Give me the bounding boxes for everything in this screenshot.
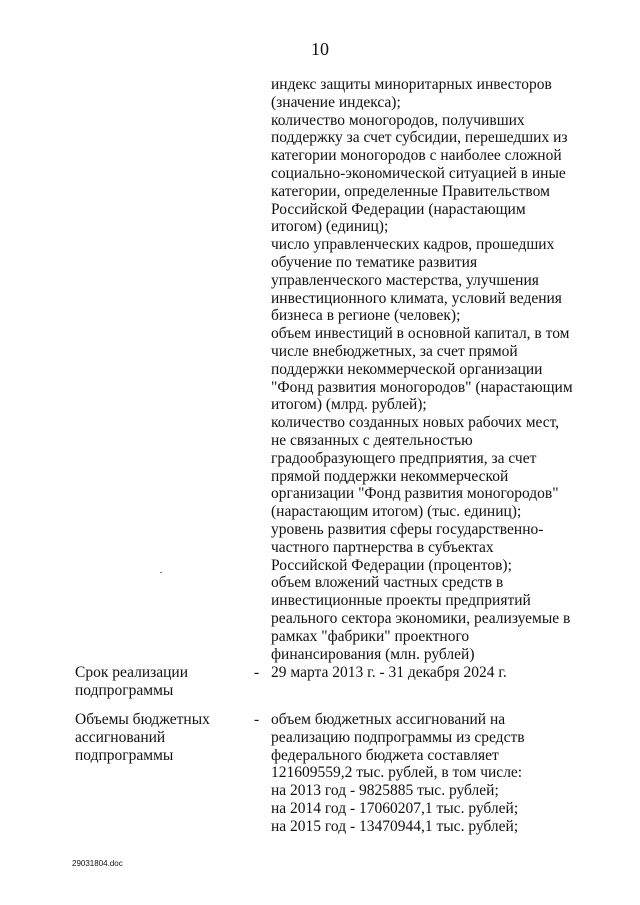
document-filename: 29031804.doc	[72, 859, 123, 868]
period-label-line: Срок реализации	[75, 664, 188, 681]
indicator-line: итогом) (млрд. рублей);	[271, 396, 427, 414]
budget-label	[75, 711, 210, 764]
budget-value-line: реализацию подпрограммы из средств	[271, 728, 525, 746]
indicator-line: градообразующего предприятия, за счет	[271, 449, 537, 467]
period-label	[75, 664, 188, 700]
indicator-line: поддержки некоммерческой организации	[271, 360, 543, 378]
indicator-line: финансирования (млн. рублей)	[271, 645, 475, 663]
indicator-line: Российской Федерации (нарастающим	[271, 200, 526, 218]
indicator-line: (значение индекса);	[271, 93, 401, 111]
indicator-line: управленческого мастерства, улучшения	[271, 271, 539, 289]
budget-value-line: 121609559,2 тыс. рублей, в том числе:	[271, 764, 523, 782]
period-dash: -	[254, 664, 260, 681]
budget-label-line: ассигнований	[75, 728, 166, 746]
indicator-line: обучение по тематике развития	[271, 253, 478, 271]
period-label-line: подпрограммы	[75, 681, 174, 699]
indicator-line: категории моногородов с наиболее сложной	[271, 147, 562, 165]
indicator-line: инвестиционные проекты предприятий	[271, 592, 531, 610]
budget-value	[271, 711, 525, 836]
budget-value-line: на 2015 год - 13470944,1 тыс. рублей;	[271, 817, 519, 835]
indicator-line: число управленческих кадров, прошедших	[271, 236, 555, 254]
indicator-line: не связанных с деятельностью	[271, 431, 473, 449]
budget-dash: -	[254, 711, 260, 728]
indicator-line: объем вложений частных средств в	[271, 574, 504, 592]
indicator-line: реального сектора экономики, реализуемые в	[271, 609, 571, 627]
page-number: 10	[311, 39, 329, 59]
indicator-line: частного партнерства в субъектах	[271, 538, 494, 556]
indicator-line: рамках "фабрики" проектного	[271, 627, 470, 645]
indicator-line: индекс защиты миноритарных инвесторов	[271, 76, 552, 93]
budget-value-line: объем бюджетных ассигнований на	[271, 711, 506, 728]
indicator-line: категории, определенные Правительством	[271, 182, 550, 200]
indicator-line: уровень развития сферы государственно-	[271, 520, 544, 538]
indicator-line: организации "Фонд развития моногородов"	[271, 485, 559, 503]
budget-value-line: федерального бюджета составляет	[271, 746, 499, 764]
period-value: 29 марта 2013 г. - 31 декабря 2024 г.	[271, 664, 507, 681]
indicator-line: (нарастающим итогом) (тыс. единиц);	[271, 503, 522, 521]
indicators-list	[271, 76, 591, 663]
indicator-line: количество созданных новых рабочих мест,	[271, 414, 560, 432]
indicator-line: социально-экономической ситуацией в иные	[271, 164, 566, 182]
budget-value-line: на 2014 год - 17060207,1 тыс. рублей;	[271, 799, 519, 817]
indicator-line: количество моногородов, получивших	[271, 111, 525, 129]
indicator-line: числе внебюджетных, за счет прямой	[271, 342, 518, 360]
scan-mark	[160, 572, 162, 573]
indicator-line: итогом) (единиц);	[271, 218, 389, 236]
indicator-line: поддержку за счет субсидии, перешедших из	[271, 129, 568, 147]
indicator-line: объем инвестиций в основной капитал, в том	[271, 325, 570, 343]
budget-label-line: подпрограммы	[75, 746, 174, 764]
indicator-line: прямой поддержки некоммерческой	[271, 467, 509, 485]
budget-value-line: на 2013 год - 9825885 тыс. рублей;	[271, 782, 499, 800]
indicator-line: инвестиционного климата, условий ведения	[271, 289, 562, 307]
indicator-line: Российской Федерации (процентов);	[271, 556, 512, 574]
indicator-line: "Фонд развития моногородов" (нарастающим	[271, 378, 573, 396]
budget-label-line: Объемы бюджетных	[75, 711, 210, 728]
indicator-line: бизнеса в регионе (человек);	[271, 307, 461, 325]
